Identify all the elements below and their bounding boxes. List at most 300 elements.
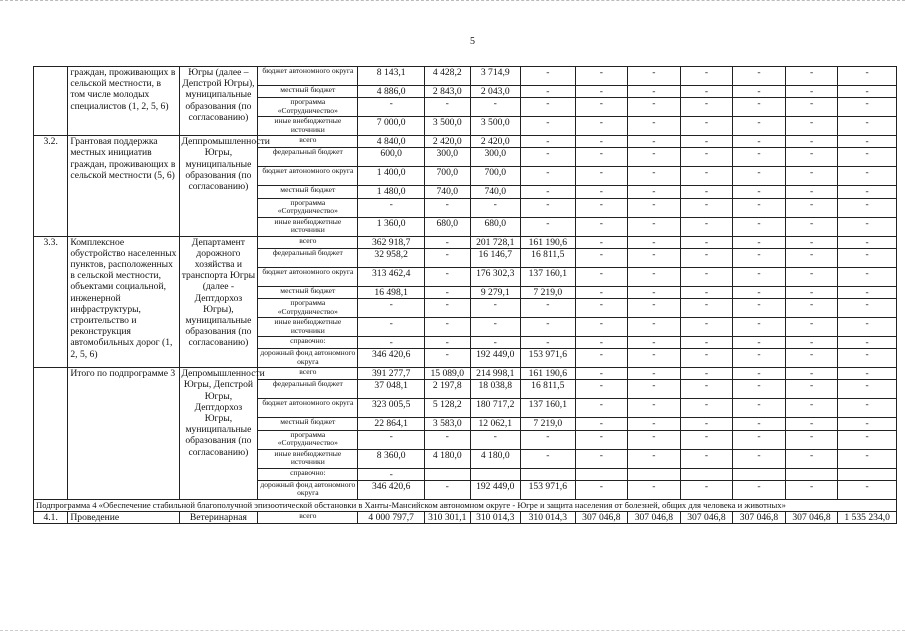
value-cell: 15 089,0 (425, 368, 470, 380)
value-cell: 740,0 (425, 186, 470, 198)
value-cell: - (628, 286, 681, 298)
value-cell: - (521, 198, 576, 217)
executor-name: Ветеринарная (179, 512, 258, 524)
funding-source: справочно: (258, 337, 358, 349)
value-cell: - (838, 318, 897, 337)
value-cell: 153 971,6 (521, 349, 576, 368)
page-number: 5 (470, 36, 475, 47)
value-cell: - (628, 480, 681, 499)
value-cell: - (680, 148, 733, 167)
value-cell: - (575, 217, 628, 236)
value-cell: - (358, 468, 425, 480)
funding-source: бюджет автономного округа (258, 67, 358, 86)
value-cell: 8 360,0 (358, 449, 425, 468)
value-cell: 2 420,0 (470, 136, 521, 148)
value-cell: - (838, 198, 897, 217)
value-cell: - (785, 236, 838, 248)
value-cell: 16 811,5 (521, 248, 576, 267)
executor-name: Депромышленности Югры, Депстрой Югры, Дептдорхоз Югры, муниципальные образования (по согласованию) (179, 368, 258, 500)
value-cell: - (628, 418, 681, 430)
scan-bottom-edge (0, 630, 905, 633)
value-cell: - (733, 349, 786, 368)
value-cell: - (680, 449, 733, 468)
value-cell: - (838, 136, 897, 148)
value-cell: - (628, 86, 681, 98)
value-cell: - (521, 186, 576, 198)
value-cell: - (733, 286, 786, 298)
value-cell: 153 971,6 (521, 480, 576, 499)
value-cell: - (575, 286, 628, 298)
value-cell: - (733, 480, 786, 499)
value-cell: - (733, 236, 786, 248)
row-number (34, 368, 68, 500)
value-cell: - (680, 98, 733, 117)
value-cell: - (733, 418, 786, 430)
value-cell: 346 420,6 (358, 349, 425, 368)
value-cell: - (680, 86, 733, 98)
value-cell: - (628, 318, 681, 337)
value-cell: - (733, 148, 786, 167)
value-cell: - (575, 480, 628, 499)
value-cell: - (733, 267, 786, 286)
value-cell: - (358, 318, 425, 337)
value-cell: - (628, 117, 681, 136)
value-cell: - (838, 86, 897, 98)
value-cell: 300,0 (425, 148, 470, 167)
value-cell: - (733, 337, 786, 349)
funding-source: иные внебюджетные источники (258, 449, 358, 468)
value-cell: - (680, 480, 733, 499)
funding-source: дорожный фонд автономного округа (258, 480, 358, 499)
value-cell: - (521, 98, 576, 117)
funding-source: бюджет автономного округа (258, 399, 358, 418)
value-cell: - (425, 248, 470, 267)
value-cell: - (575, 449, 628, 468)
value-cell: - (628, 198, 681, 217)
value-cell: - (680, 318, 733, 337)
value-cell: - (575, 248, 628, 267)
value-cell: - (628, 236, 681, 248)
value-cell: 137 160,1 (521, 267, 576, 286)
value-cell: - (425, 299, 470, 318)
value-cell: - (521, 148, 576, 167)
table-row (34, 136, 897, 148)
table-row (34, 368, 897, 380)
funding-source: федеральный бюджет (258, 248, 358, 267)
value-cell: - (425, 430, 470, 449)
value-cell: 1 360,0 (358, 217, 425, 236)
value-cell: - (680, 167, 733, 186)
value-cell: - (575, 98, 628, 117)
value-cell: 313 462,4 (358, 267, 425, 286)
funding-source: иные внебюджетные источники (258, 117, 358, 136)
value-cell: - (680, 198, 733, 217)
funding-source: бюджет автономного округа (258, 267, 358, 286)
value-cell: 307 046,8 (628, 512, 681, 524)
funding-source: всего (258, 368, 358, 380)
executor-name: Югры (далее – Депстрой Югры), муниципальные образования (по согласованию) (179, 67, 258, 136)
value-cell: - (680, 67, 733, 86)
value-cell: - (785, 167, 838, 186)
row-number: 3.3. (34, 236, 68, 368)
value-cell: 680,0 (470, 217, 521, 236)
value-cell: 16 146,7 (470, 248, 521, 267)
value-cell: 214 998,1 (470, 368, 521, 380)
value-cell: - (575, 198, 628, 217)
value-cell: - (628, 430, 681, 449)
value-cell: - (521, 449, 576, 468)
funding-source: местный бюджет (258, 418, 358, 430)
value-cell: - (785, 117, 838, 136)
value-cell: - (733, 117, 786, 136)
value-cell: - (838, 98, 897, 117)
value-cell: - (785, 399, 838, 418)
value-cell (838, 468, 897, 480)
value-cell: - (425, 98, 470, 117)
value-cell: - (680, 248, 733, 267)
value-cell: 192 449,0 (470, 480, 521, 499)
value-cell: - (628, 380, 681, 399)
funding-source: программа «Сотрудничество» (258, 198, 358, 217)
executor-name: Департамент дорожного хозяйства и транспорта Югры (далее - Дептдорхоз Югры), муниципальные образования (по согласованию) (179, 236, 258, 368)
value-cell: - (470, 318, 521, 337)
funding-source: программа «Сотрудничество» (258, 430, 358, 449)
value-cell: 180 717,2 (470, 399, 521, 418)
value-cell: - (575, 430, 628, 449)
value-cell: - (838, 480, 897, 499)
value-cell: - (521, 299, 576, 318)
value-cell: - (838, 299, 897, 318)
value-cell: - (838, 67, 897, 86)
value-cell: 32 958,2 (358, 248, 425, 267)
value-cell (425, 468, 470, 480)
value-cell: - (785, 98, 838, 117)
value-cell: - (521, 337, 576, 349)
value-cell: - (575, 380, 628, 399)
value-cell: - (575, 267, 628, 286)
value-cell: 18 038,8 (470, 380, 521, 399)
budget-table-body (34, 67, 897, 524)
value-cell: 2 043,0 (470, 86, 521, 98)
value-cell: - (785, 248, 838, 267)
value-cell: - (785, 198, 838, 217)
value-cell: - (680, 136, 733, 148)
value-cell: - (785, 186, 838, 198)
task-name: Комплексное обустройство населенных пунктов, расположенных в сельской местности, объектами социальной, инженерной инфраструктуры, строительство и реконструкция автомобильных дорог (1, 2, 5, 6) (68, 236, 179, 368)
value-cell: - (575, 117, 628, 136)
value-cell: 310 014,3 (470, 512, 521, 524)
executor-name: Деппромышленности Югры, муниципальные образования (по согласованию) (179, 136, 258, 236)
value-cell: - (733, 430, 786, 449)
value-cell: - (628, 67, 681, 86)
value-cell: 4 886,0 (358, 86, 425, 98)
value-cell: - (575, 399, 628, 418)
value-cell: 4 180,0 (470, 449, 521, 468)
value-cell: - (785, 148, 838, 167)
value-cell: - (425, 318, 470, 337)
value-cell: 16 498,1 (358, 286, 425, 298)
value-cell: - (680, 267, 733, 286)
value-cell: - (680, 286, 733, 298)
value-cell: 307 046,8 (680, 512, 733, 524)
value-cell: 1 535 234,0 (838, 512, 897, 524)
value-cell: 3 583,0 (425, 418, 470, 430)
funding-source: иные внебюджетные источники (258, 217, 358, 236)
value-cell: - (521, 167, 576, 186)
value-cell (575, 468, 628, 480)
value-cell: - (785, 136, 838, 148)
value-cell: 7 219,0 (521, 286, 576, 298)
value-cell (628, 468, 681, 480)
value-cell: 362 918,7 (358, 236, 425, 248)
funding-source: местный бюджет (258, 86, 358, 98)
value-cell: - (785, 449, 838, 468)
value-cell: 7 219,0 (521, 418, 576, 430)
value-cell: 307 046,8 (575, 512, 628, 524)
value-cell: 1 400,0 (358, 167, 425, 186)
value-cell: - (680, 368, 733, 380)
value-cell: 323 005,5 (358, 399, 425, 418)
value-cell: - (358, 98, 425, 117)
value-cell: 2 420,0 (425, 136, 470, 148)
value-cell: - (680, 337, 733, 349)
value-cell: - (680, 418, 733, 430)
value-cell: 201 728,1 (470, 236, 521, 248)
funding-source: иные внебюджетные источники (258, 318, 358, 337)
value-cell: - (575, 349, 628, 368)
value-cell: - (521, 318, 576, 337)
funding-source: всего (258, 236, 358, 248)
value-cell: - (838, 368, 897, 380)
value-cell (470, 468, 521, 480)
funding-source: справочно: (258, 468, 358, 480)
value-cell: - (425, 267, 470, 286)
value-cell: 307 046,8 (733, 512, 786, 524)
value-cell: - (680, 186, 733, 198)
value-cell: 2 843,0 (425, 86, 470, 98)
value-cell: - (838, 430, 897, 449)
value-cell: - (521, 86, 576, 98)
row-number (34, 67, 68, 136)
subprogram-title-row (34, 499, 897, 511)
value-cell: - (733, 368, 786, 380)
value-cell: 310 014,3 (521, 512, 576, 524)
value-cell: - (470, 299, 521, 318)
value-cell: - (470, 198, 521, 217)
value-cell: - (358, 299, 425, 318)
value-cell: 2 197,8 (425, 380, 470, 399)
value-cell: - (785, 299, 838, 318)
value-cell (785, 468, 838, 480)
subprogram-4-title: Подпрограмма 4 «Обеспечение стабильной благополучной эпизоотической обстановки в Ханты-Мансийском автономном округе - Югре и защита населения от болезней, общих для человека и животных» (34, 499, 897, 511)
value-cell: - (838, 217, 897, 236)
value-cell: 3 714,9 (470, 67, 521, 86)
value-cell: - (628, 136, 681, 148)
value-cell: - (628, 368, 681, 380)
value-cell: - (733, 299, 786, 318)
value-cell: 4 000 797,7 (358, 512, 425, 524)
funding-source: бюджет автономного округа (258, 167, 358, 186)
value-cell: - (838, 186, 897, 198)
value-cell: - (680, 430, 733, 449)
value-cell: - (838, 148, 897, 167)
value-cell: 8 143,1 (358, 67, 425, 86)
value-cell: 4 428,2 (425, 67, 470, 86)
value-cell: - (575, 299, 628, 318)
value-cell: 307 046,8 (785, 512, 838, 524)
value-cell: - (838, 167, 897, 186)
value-cell: 4 180,0 (425, 449, 470, 468)
value-cell: 310 301,1 (425, 512, 470, 524)
value-cell: - (785, 337, 838, 349)
value-cell: - (733, 198, 786, 217)
value-cell: - (785, 368, 838, 380)
value-cell: - (733, 449, 786, 468)
value-cell: 4 840,0 (358, 136, 425, 148)
value-cell: 5 128,2 (425, 399, 470, 418)
value-cell: - (425, 480, 470, 499)
value-cell: - (521, 67, 576, 86)
value-cell: 9 279,1 (470, 286, 521, 298)
value-cell: - (425, 286, 470, 298)
value-cell: - (680, 349, 733, 368)
value-cell: - (680, 117, 733, 136)
funding-source: программа «Сотрудничество» (258, 299, 358, 318)
funding-source: федеральный бюджет (258, 380, 358, 399)
value-cell: - (733, 217, 786, 236)
value-cell: 300,0 (470, 148, 521, 167)
value-cell: - (575, 236, 628, 248)
value-cell: - (733, 248, 786, 267)
value-cell: - (628, 349, 681, 368)
value-cell: - (838, 248, 897, 267)
value-cell: - (785, 286, 838, 298)
value-cell: - (575, 337, 628, 349)
value-cell: - (628, 217, 681, 236)
value-cell: - (838, 236, 897, 248)
value-cell: - (628, 167, 681, 186)
task-name: Грантовая поддержка местных инициатив граждан, проживающих в сельской местности (5, 6) (68, 136, 179, 236)
value-cell: 3 500,0 (425, 117, 470, 136)
value-cell: - (838, 267, 897, 286)
funding-source: программа «Сотрудничество» (258, 98, 358, 117)
value-cell: - (628, 449, 681, 468)
value-cell: - (785, 318, 838, 337)
funding-source: местный бюджет (258, 186, 358, 198)
task-name: граждан, проживающих в сельской местности, в том числе молодых специалистов (1, 2, 5, 6) (68, 67, 179, 136)
value-cell: - (733, 136, 786, 148)
value-cell: 740,0 (470, 186, 521, 198)
value-cell: - (680, 299, 733, 318)
value-cell: - (358, 337, 425, 349)
value-cell: - (425, 198, 470, 217)
value-cell: - (680, 399, 733, 418)
value-cell: - (521, 117, 576, 136)
value-cell: 346 420,6 (358, 480, 425, 499)
value-cell: - (733, 186, 786, 198)
value-cell: 161 190,6 (521, 368, 576, 380)
value-cell: 1 480,0 (358, 186, 425, 198)
value-cell: 137 160,1 (521, 399, 576, 418)
value-cell: - (680, 217, 733, 236)
value-cell: - (358, 198, 425, 217)
value-cell: 37 048,1 (358, 380, 425, 399)
value-cell: 700,0 (425, 167, 470, 186)
funding-source: всего (258, 136, 358, 148)
value-cell (521, 468, 576, 480)
value-cell: - (521, 217, 576, 236)
value-cell: - (575, 186, 628, 198)
value-cell: - (470, 430, 521, 449)
value-cell: - (838, 349, 897, 368)
value-cell: 176 302,3 (470, 267, 521, 286)
value-cell: - (628, 299, 681, 318)
value-cell: - (838, 380, 897, 399)
value-cell: - (628, 248, 681, 267)
value-cell: - (575, 86, 628, 98)
value-cell: - (575, 148, 628, 167)
value-cell: - (575, 368, 628, 380)
value-cell: - (628, 148, 681, 167)
value-cell: - (838, 337, 897, 349)
value-cell: - (785, 480, 838, 499)
value-cell: - (838, 449, 897, 468)
value-cell: - (785, 380, 838, 399)
value-cell: - (358, 430, 425, 449)
value-cell: - (470, 98, 521, 117)
value-cell: - (785, 86, 838, 98)
value-cell: - (521, 430, 576, 449)
value-cell: - (785, 418, 838, 430)
value-cell: - (470, 337, 521, 349)
value-cell: - (628, 267, 681, 286)
budget-table (33, 66, 897, 524)
table-row (34, 67, 897, 86)
value-cell: - (521, 136, 576, 148)
value-cell: - (733, 98, 786, 117)
value-cell: - (575, 167, 628, 186)
value-cell: - (575, 136, 628, 148)
funding-source: всего (258, 512, 358, 524)
value-cell (680, 468, 733, 480)
value-cell: 161 190,6 (521, 236, 576, 248)
row-number: 3.2. (34, 136, 68, 236)
value-cell: 3 500,0 (470, 117, 521, 136)
funding-source: местный бюджет (258, 286, 358, 298)
value-cell: - (838, 418, 897, 430)
task-name: Проведение (68, 512, 179, 524)
value-cell: - (838, 286, 897, 298)
value-cell: - (575, 418, 628, 430)
value-cell: 16 811,5 (521, 380, 576, 399)
value-cell: - (733, 167, 786, 186)
value-cell: - (733, 67, 786, 86)
funding-source: федеральный бюджет (258, 148, 358, 167)
value-cell: - (425, 236, 470, 248)
table-row (34, 236, 897, 248)
task-name: Итого по подпрограмме 3 (68, 368, 179, 500)
value-cell: - (733, 86, 786, 98)
value-cell: 12 062,1 (470, 418, 521, 430)
value-cell: 600,0 (358, 148, 425, 167)
value-cell: - (785, 430, 838, 449)
value-cell: 22 864,1 (358, 418, 425, 430)
value-cell: - (628, 337, 681, 349)
value-cell: 700,0 (470, 167, 521, 186)
value-cell (733, 468, 786, 480)
value-cell: 7 000,0 (358, 117, 425, 136)
value-cell: - (680, 380, 733, 399)
